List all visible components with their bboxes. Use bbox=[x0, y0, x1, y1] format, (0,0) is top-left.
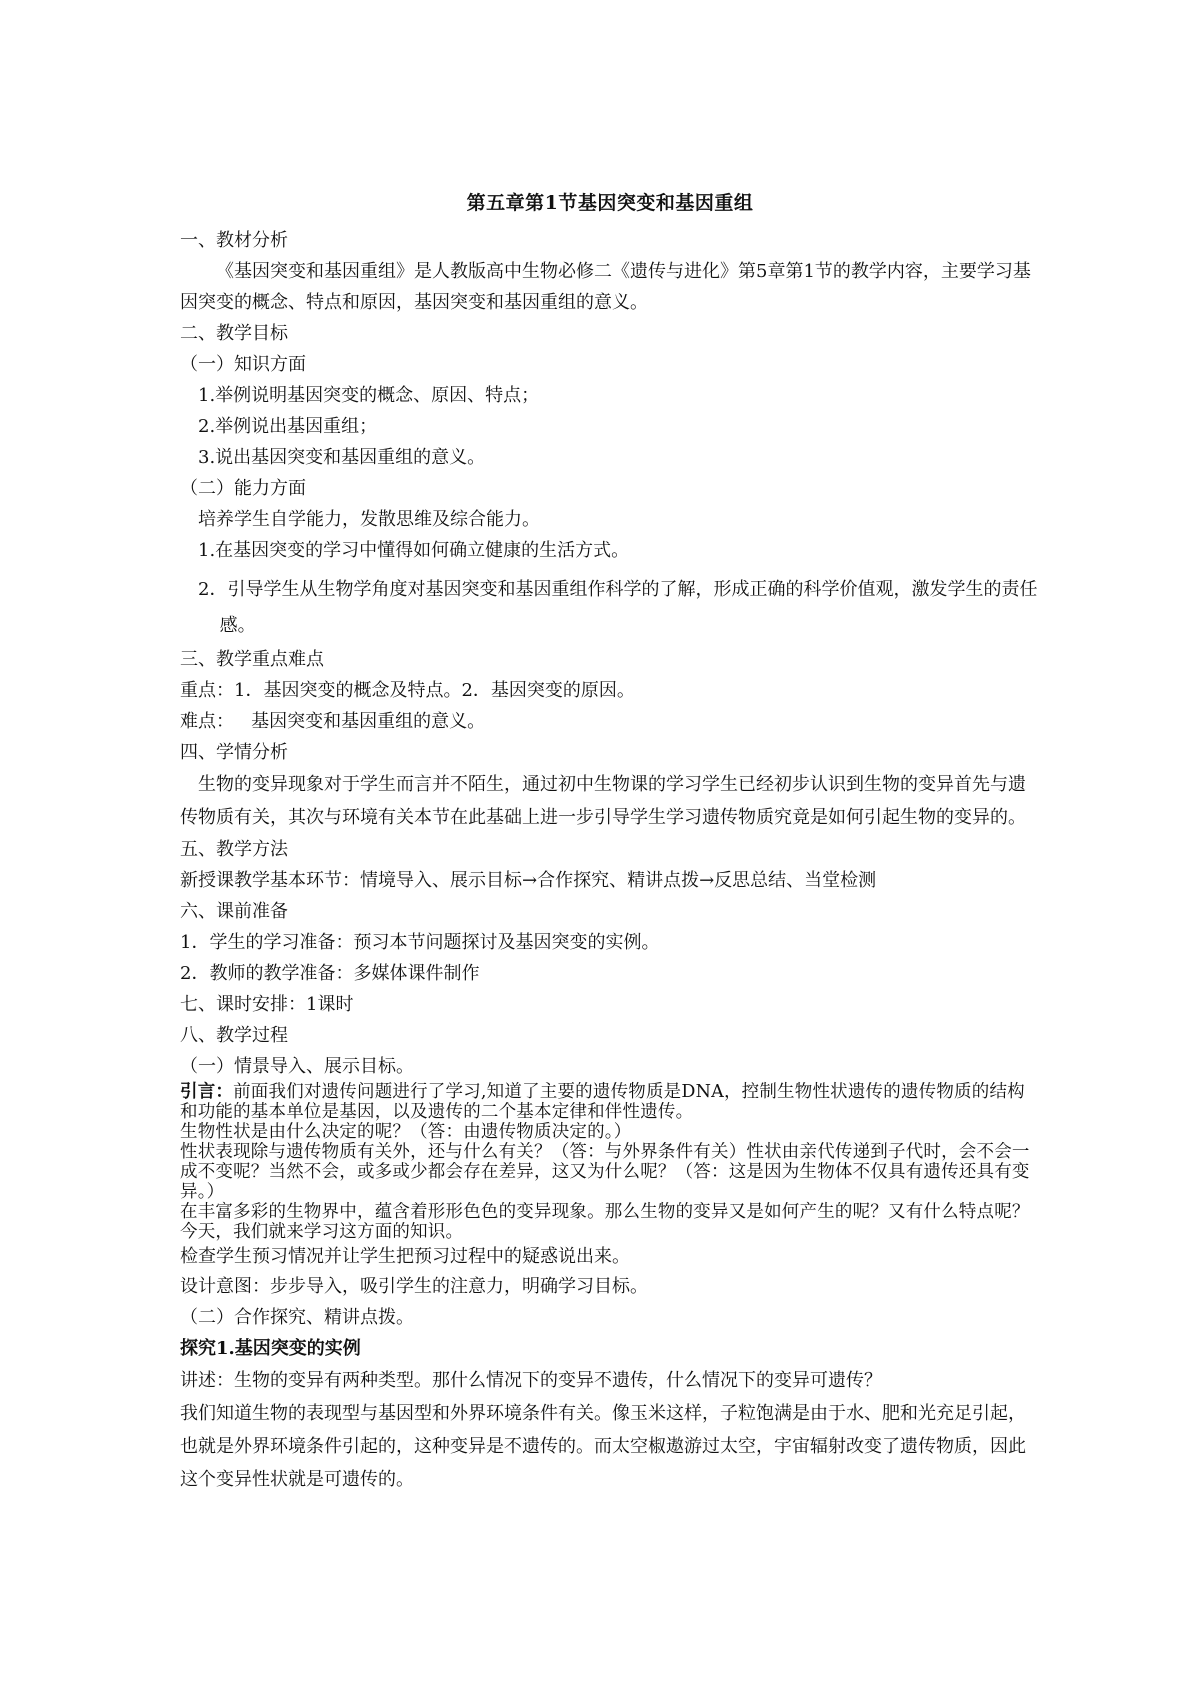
question-2: 性状表现除与遗传物质有关外，还与什么有关？（答：与外界条件有关）性状由亲代传递到子代时，会不会一成不变呢？当然不会，或多或少都会存在差异，这又为什么呢？（答：这是因为生物体不仅具有遗传还具有变异。） bbox=[180, 1142, 1030, 1202]
explore-1-heading: 探究1.基因突变的实例 bbox=[180, 1338, 361, 1359]
lecture-paragraph-2: 我们知道生物的表现型与基因型和外界环境条件有关。像玉米这样，子粒饱满是由于水、肥和光充足引起，也就是外界环境条件引起的，这种变异是不遗传的。而太空椒遨游过太空，宇宙辐射改变了遗传物质，因此这个变异性状就是可遗传的。 bbox=[180, 1403, 1026, 1490]
question-3: 在丰富多彩的生物界中，蕴含着形形色色的变异现象。那么生物的变异又是如何产生的呢？又有什么特点呢？今天，我们就来学习这方面的知识。 bbox=[180, 1202, 1030, 1242]
section-heading-8: 八、教学过程 bbox=[180, 1025, 288, 1046]
intro-label: 引言： bbox=[180, 1082, 234, 1102]
teacher-preparation: 2．教师的教学准备：多媒体课件制作 bbox=[180, 963, 480, 984]
subheading-situation-intro: （一）情景导入、展示目标。 bbox=[180, 1056, 414, 1077]
textbook-analysis-paragraph: 《基因突变和基因重组》是人教版高中生物必修二《遗传与进化》第5章第1节的教学内容，主要学习基因突变的概念、特点和原因，基因突变和基因重组的意义。 bbox=[180, 261, 1031, 313]
section-heading-6: 六、课前准备 bbox=[180, 901, 288, 922]
section-heading-1: 一、教材分析 bbox=[180, 230, 288, 251]
intro-paragraph bbox=[180, 1082, 1040, 1122]
document-title: 第五章第1节基因突变和基因重组 bbox=[466, 192, 754, 214]
ability-item-1: 1.在基因突变的学习中懂得如何确立健康的生活方式。 bbox=[198, 540, 630, 561]
document-body bbox=[180, 188, 1040, 1496]
knowledge-item-1: 1.举例说明基因突变的概念、原因、特点； bbox=[198, 385, 540, 406]
knowledge-item-2: 2.举例说出基因重组； bbox=[198, 416, 378, 437]
design-intent-line: 设计意图：步步导入，吸引学生的注意力，明确学习目标。 bbox=[180, 1276, 648, 1297]
teaching-method-line: 新授课教学基本环节：情境导入、展示目标→合作探究、精讲点拨→反思总结、当堂检测 bbox=[180, 870, 877, 891]
ability-item-2: 2．引导学生从生物学角度对基因突变和基因重组作科学的了解，形成正确的科学价值观，激发学生的责任感。 bbox=[198, 579, 1038, 636]
key-points: 重点：1．基因突变的概念及特点。2．基因突变的原因。 bbox=[180, 680, 635, 701]
question-1: 生物性状是由什么决定的呢？（答：由遗传物质决定的。） bbox=[180, 1122, 632, 1142]
subheading-cooperative: （二）合作探究、精讲点拨。 bbox=[180, 1307, 414, 1328]
lecture-line-1: 讲述：生物的变异有两种类型。那什么情况下的变异不遗传，什么情况下的变异可遗传？ bbox=[180, 1370, 882, 1391]
section-heading-5: 五、教学方法 bbox=[180, 839, 288, 860]
ability-line: 培养学生自学能力，发散思维及综合能力。 bbox=[198, 509, 540, 530]
learner-analysis-paragraph: 生物的变异现象对于学生而言并不陌生，通过初中生物课的学习学生已经初步认识到生物的变异首先与遗传物质有关，其次与环境有关本节在此基础上进一步引导学生学习遗传物质究竟是如何引起生物的变异的。 bbox=[180, 774, 1026, 828]
subheading-knowledge: （一）知识方面 bbox=[180, 354, 306, 375]
knowledge-item-3: 3.说出基因突变和基因重组的意义。 bbox=[198, 447, 486, 468]
subheading-ability: （二）能力方面 bbox=[180, 478, 306, 499]
section-heading-4: 四、学情分析 bbox=[180, 742, 288, 763]
check-preview-line: 检查学生预习情况并让学生把预习过程中的疑惑说出来。 bbox=[180, 1246, 630, 1267]
student-preparation: 1．学生的学习准备：预习本节问题探讨及基因突变的实例。 bbox=[180, 932, 660, 953]
section-heading-2: 二、教学目标 bbox=[180, 323, 288, 344]
intro-text: 前面我们对遗传问题进行了学习,知道了主要的遗传物质是DNA，控制生物性状遗传的遗传物质的结构和功能的基本单位是基因，以及遗传的二个基本定律和伴性遗传。 bbox=[180, 1082, 1025, 1122]
section-heading-3: 三、教学重点难点 bbox=[180, 649, 324, 670]
section-heading-7: 七、课时安排：1课时 bbox=[180, 994, 354, 1015]
difficult-points: 难点： 基因突变和基因重组的意义。 bbox=[180, 711, 486, 732]
